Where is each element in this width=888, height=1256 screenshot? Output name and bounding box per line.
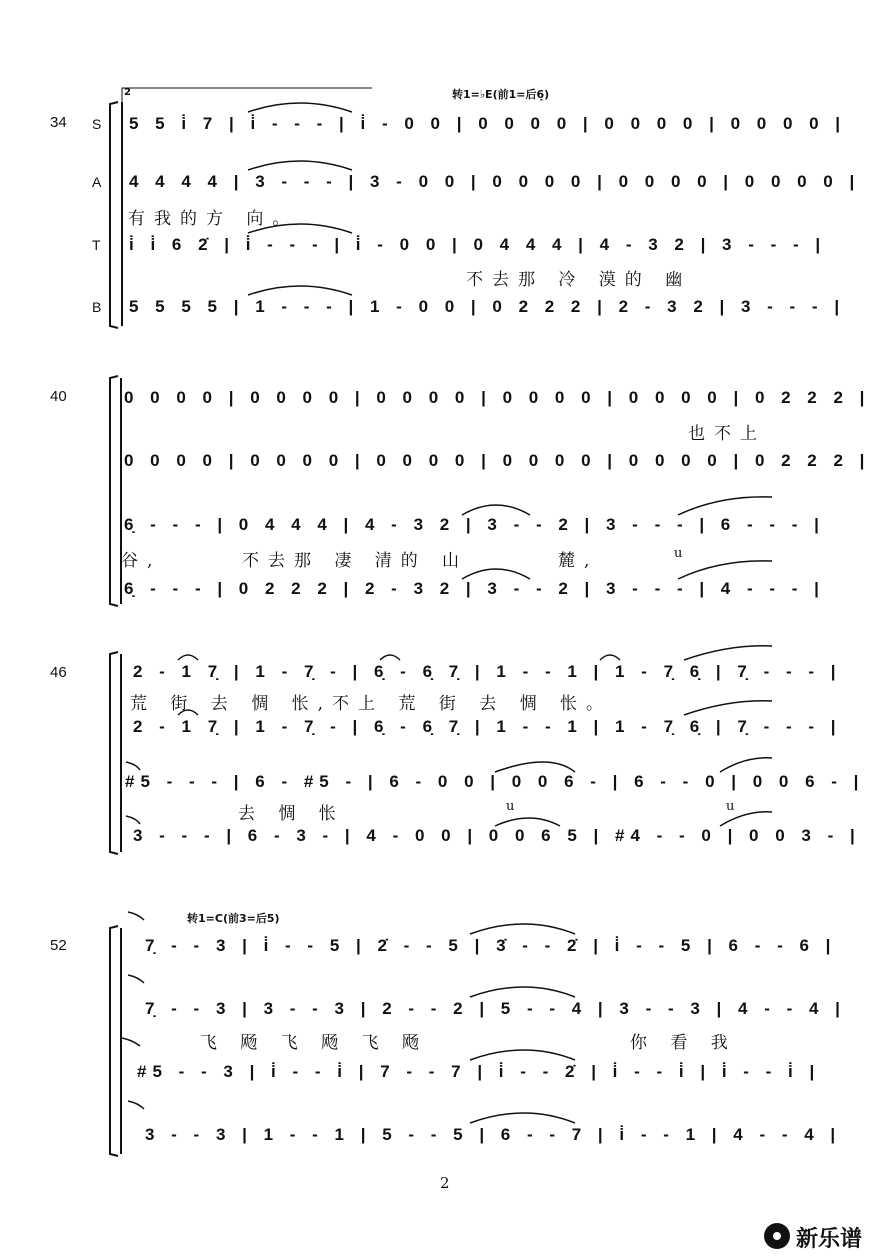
staff-bass: 3 - - 3 | 1 - - 1 | 5 - - 5 | 6 - - 7 | i̇ - - 1 | 4 - - 4 |	[145, 1125, 842, 1144]
voice-label-alto: A	[92, 174, 102, 190]
voice-label-bass: B	[92, 299, 102, 315]
staff-alto: 0 0 0 0 | 0 0 0 0 | 0 0 0 0 | 0 0 0 0 | 0 0 0 0 | 0 2 2 2 |	[124, 451, 871, 470]
lyric-line: 不去那 冷 漠的 幽	[466, 270, 692, 290]
system-number: 46	[50, 664, 67, 681]
voice-label-soprano: S	[92, 116, 102, 132]
staff-soprano: 0 0 0 0 | 0 0 0 0 | 0 0 0 0 | 0 0 0 0 | 0 0 0 0 | 0 2 2 2 |	[124, 388, 871, 407]
lyric-line: 去 惆 怅	[238, 804, 345, 824]
slurs	[178, 103, 772, 1123]
staff-tenor: i̇ i̇ 6 2̇ | i̇ - - - | i̇ - 0 0 | 0 4 4 4 | 4 - 3 2 | 3 - - - |	[129, 235, 827, 254]
staff-soprano: 2 - 1 7̣ | 1 - 7̣ - | 6̣ - 6̣ 7̣ | 1 - - 1 | 1 - 7̣ 6̣ | 7̣ - - - |	[133, 662, 842, 681]
logo-text: 新乐谱	[796, 1227, 863, 1252]
tie-continuations	[122, 762, 144, 1109]
page-number: 2	[440, 1174, 450, 1192]
staff-bass: 6̣ - - - | 0 2 2 2 | 2 - 3 2 | 3 - - 2 | 3 - - - | 4 - - - |	[124, 579, 825, 598]
lyric-line: u	[674, 546, 692, 561]
lyric-line: 有我的方 向。	[128, 209, 299, 229]
lyric-line: 山	[442, 551, 468, 571]
lyric-line: 谷,	[121, 551, 162, 571]
volta-number: 2	[124, 87, 131, 98]
staff-tenor: #5 - - 3 | i̇ - - i̇ | 7 - - 7 | i̇ - - 2̇ | i̇ - - i̇ | i̇ - - i̇ |	[137, 1062, 821, 1081]
lyric-line: u	[726, 799, 744, 814]
staff-tenor: 6̣ - - - | 0 4 4 4 | 4 - 3 2 | 3 - - 2 | 3 - - - | 6 - - - |	[124, 515, 825, 534]
lyric-line: 也不上	[688, 424, 766, 444]
staff-alto: 2 - 1 7̣ | 1 - 7̣ - | 6̣ - 6̣ 7̣ | 1 - - 1 | 1 - 7̣ 6̣ | 7̣ - - - |	[133, 717, 842, 736]
lyric-line: 麓,	[558, 551, 599, 571]
lyric-line: u	[506, 799, 524, 814]
staff-alto: 4 4 4 4 | 3 - - - | 3 - 0 0 | 0 0 0 0 | 0 0 0 0 | 0 0 0 0 |	[129, 172, 861, 191]
lyric-line: 不去那 凄 清的	[242, 551, 427, 571]
volta-bracket	[122, 88, 372, 102]
staff-soprano: 7̣ - - 3 | i̇ - - 5 | 2̇ - - 5 | 3̇ - - 2̇ | i̇ - - 5 | 6 - - 6 |	[145, 936, 837, 955]
system-number: 52	[50, 937, 67, 954]
lyric-line: 你 看 我	[630, 1033, 737, 1053]
staff-tenor: #5 - - - | 6 - #5 - | 6 - 0 0 | 0 0 6 - | 6 - - 0 | 0 0 6 - |	[125, 772, 865, 791]
staff-bass: 5 5 5 5 | 1 - - - | 1 - 0 0 | 0 2 2 2 | 2 - 3 2 | 3 - - - |	[129, 297, 846, 316]
system-number: 34	[50, 114, 67, 131]
system-number: 40	[50, 388, 67, 405]
modulation-marking: 转1=C(前3=后5)	[187, 912, 280, 925]
lyric-line: 荒 街 去 惆 怅,不上 荒 街 去 惆 怅。	[130, 694, 613, 714]
staff-bass: 3 - - - | 6 - 3 - | 4 - 0 0 | 0 0 6 5 | #4 - - 0 | 0 0 3 - |	[133, 826, 861, 845]
staff-soprano: 5 5 i̇ 7 | i̇ - - - | i̇ - 0 0 | 0 0 0 0 | 0 0 0 0 | 0 0 0 0 |	[129, 114, 847, 133]
staff-alto: 7̣ - - 3 | 3 - - 3 | 2 - - 2 | 5 - - 4 | 3 - - 3 | 4 - - 4 |	[145, 999, 846, 1018]
lyric-line: 飞 飏 飞 飏 飞 飏	[200, 1033, 429, 1053]
voice-label-tenor: T	[92, 237, 101, 253]
system-brackets	[110, 102, 122, 1156]
modulation-marking: 转1=♭E(前1=后6̣)	[452, 88, 550, 101]
